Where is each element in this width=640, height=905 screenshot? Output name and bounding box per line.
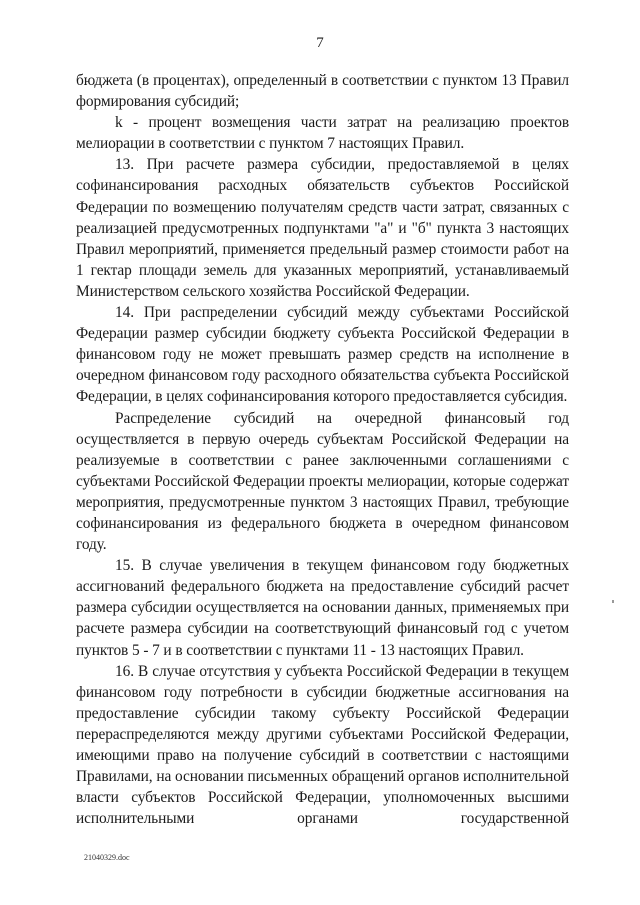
paragraph-15: 15. В случае увеличения в текущем финансовом году бюджетных ассигнований федерального бюджета на предоставление субсидий расчет размера субсидии осуществляется на основании данных, применяемых при расчете размера субсидии на соответствующий финансовый год с учетом пунктов 5 - 7 и в соответствии с пунктами 11 - 13 настоящих Правил. (76, 557, 569, 659)
footer-filename: 21040329.doc (84, 853, 130, 862)
scan-artifact-dot (612, 600, 614, 603)
paragraph-14: 14. При распределении субсидий между субъектами Российской Федерации размер субсидии бюджету субъекта Российской Федерации в финансовом году не может превышать размер средств на исполнение в очередном финансовом году расходного обязательства субъекта Российской Федерации, в целях софинансирования которого предоставляется субсидия. (76, 304, 569, 406)
paragraph-continuation: бюджета (в процентах), определенный в соответствии с пунктом 13 Правил формирования субсидий; (76, 72, 569, 111)
paragraph-k-definition: k - процент возмещения части затрат на реализацию проектов мелиорации в соответствии с пунктом 7 настоящих Правил. (76, 114, 569, 153)
page-number: 7 (316, 35, 324, 51)
document-body (76, 70, 569, 829)
paragraph-13: 13. При расчете размера субсидии, предоставляемой в целях софинансирования расходных обязательств субъектов Российской Федерации по возмещению получателям средств части затрат, связанных с реализацией предусмотренных подпунктами "а" и "б" пункта 3 настоящих Правил мероприятий, применяется предельный размер стоимости работ на 1 гектар площади земель для указанных мероприятий, устанавливаемый Министерством сельского хозяйства Российской Федерации. (76, 156, 569, 300)
paragraph-14-distribution: Распределение субсидий на очередной финансовый год осуществляется в первую очередь субъектам Российской Федерации на реализуемые в соответствии с ранее заключенными соглашениями с субъектами Российской Федерации проекты мелиорации, которые содержат мероприятия, предусмотренные пунктом 3 настоящих Правил, требующие софинансирования из федерального бюджета в очередном финансовом году. (76, 409, 569, 554)
paragraph-16: 16. В случае отсутствия у субъекта Российской Федерации в текущем финансовом году потребности в субсидии бюджетные ассигнования на предоставление субсидии такому субъекту Российской Федерации перераспределяются между другими субъектами Российской Федерации, имеющими право на получение субсидий в соответствии с настоящими Правилами, на основании письменных обращений органов исполнительной власти субъектов Российской Федерации, уполномоченных высшими исполнительными органами государственной (76, 662, 569, 828)
